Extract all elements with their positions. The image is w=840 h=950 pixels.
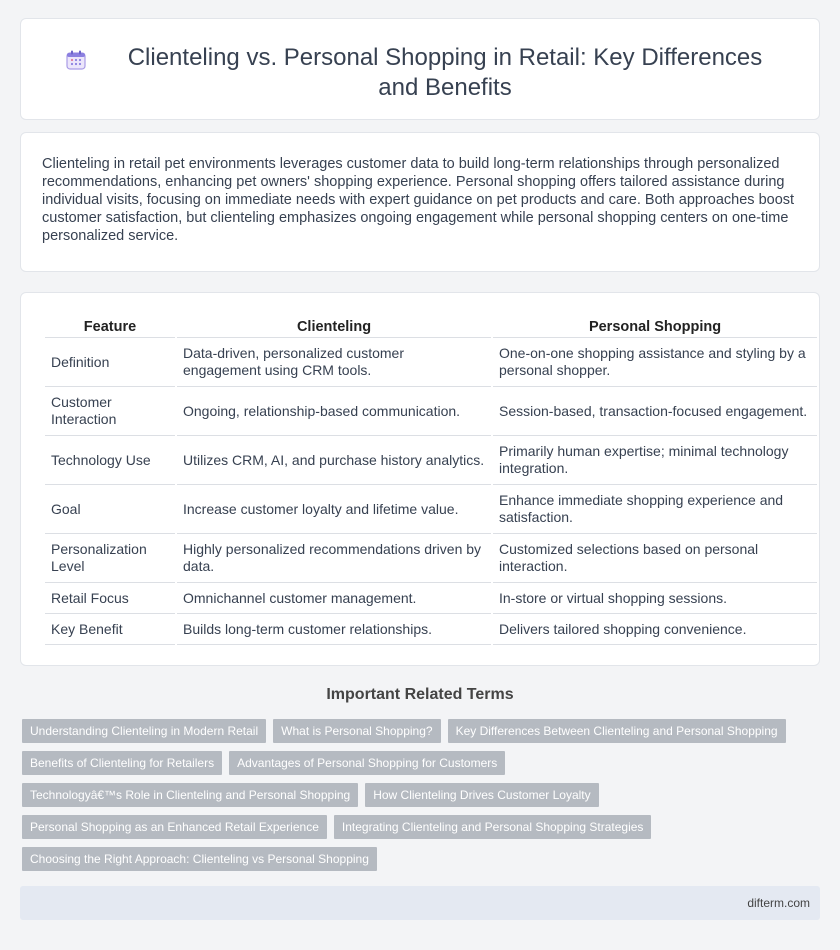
table-header-row <box>45 316 817 338</box>
personal-shopping-cell: Session-based, transaction-focused engagement. <box>493 387 817 436</box>
related-terms-title: Important Related Terms <box>326 686 514 703</box>
feature-cell: Definition <box>45 338 175 387</box>
personal-shopping-cell: Enhance immediate shopping experience and satisfaction. <box>493 485 817 534</box>
related-term-tag[interactable]: Integrating Clienteling and Personal Shopping Strategies <box>334 815 652 839</box>
tag-row <box>22 719 812 743</box>
related-term-tag[interactable]: Choosing the Right Approach: Clienteling vs Personal Shopping <box>22 847 377 871</box>
personal-shopping-cell: In-store or virtual shopping sessions. <box>493 583 817 614</box>
header-feature: Feature <box>45 316 175 338</box>
personal-shopping-cell: Primarily human expertise; minimal technology integration. <box>493 436 817 485</box>
personal-shopping-cell: Customized selections based on personal interaction. <box>493 534 817 583</box>
intro-card <box>20 132 820 272</box>
table-row <box>45 436 817 485</box>
clienteling-cell: Increase customer loyalty and lifetime value. <box>177 485 491 534</box>
clienteling-cell: Ongoing, relationship-based communication. <box>177 387 491 436</box>
header-personal-shopping: Personal Shopping <box>493 316 817 338</box>
feature-cell: Goal <box>45 485 175 534</box>
related-term-tag[interactable]: How Clienteling Drives Customer Loyalty <box>365 783 598 807</box>
tag-row <box>22 815 812 839</box>
intro-paragraph: Clienteling in retail pet environments leverages customer data to build long-term relationships through personalized recommendations, enhancing pet owners' shopping experience. Personal shopping offers tailored assistance during individual visits, focusing on immediate needs with expert guidance on pet products and care. Both approaches boost customer satisfaction, but clienteling emphasizes ongoing engagement while personal shopping centers on one-time personalized service. <box>42 156 795 244</box>
related-term-tag[interactable]: Key Differences Between Clienteling and Personal Shopping <box>448 719 786 743</box>
clienteling-cell: Omnichannel customer management. <box>177 583 491 614</box>
related-term-tag[interactable]: Personal Shopping as an Enhanced Retail Experience <box>22 815 327 839</box>
personal-shopping-cell: Delivers tailored shopping convenience. <box>493 614 817 645</box>
feature-cell: Customer Interaction <box>45 387 175 436</box>
table-row <box>45 485 817 534</box>
table-row <box>45 614 817 645</box>
personal-shopping-cell: One-on-one shopping assistance and styling by a personal shopper. <box>493 338 817 387</box>
table-row <box>45 583 817 614</box>
comparison-table <box>43 316 819 645</box>
table-row <box>45 387 817 436</box>
page-title: Clienteling vs. Personal Shopping in Retail: Key Differences and Benefits <box>127 44 763 101</box>
tag-row <box>22 847 812 871</box>
related-term-tag[interactable]: Advantages of Personal Shopping for Customers <box>229 751 505 775</box>
table-row <box>45 338 817 387</box>
related-term-tag[interactable]: Benefits of Clienteling for Retailers <box>22 751 222 775</box>
header-clienteling: Clienteling <box>177 316 491 338</box>
footer-site-link[interactable]: difterm.com <box>747 896 810 910</box>
related-term-tag[interactable]: What is Personal Shopping? <box>273 719 440 743</box>
clienteling-cell: Utilizes CRM, AI, and purchase history analytics. <box>177 436 491 485</box>
clienteling-cell: Highly personalized recommendations driven by data. <box>177 534 491 583</box>
tag-row <box>22 783 812 807</box>
related-term-tag[interactable]: Understanding Clienteling in Modern Retail <box>22 719 266 743</box>
clienteling-cell: Builds long-term customer relationships. <box>177 614 491 645</box>
clienteling-cell: Data-driven, personalized customer engagement using CRM tools. <box>177 338 491 387</box>
table-row <box>45 534 817 583</box>
comparison-table-card <box>20 292 820 666</box>
tag-row <box>22 751 812 775</box>
feature-cell: Personalization Level <box>45 534 175 583</box>
feature-cell: Key Benefit <box>45 614 175 645</box>
feature-cell: Retail Focus <box>45 583 175 614</box>
footer <box>20 886 820 920</box>
related-term-tag[interactable]: Technologyâ€™s Role in Clienteling and Personal Shopping <box>22 783 358 807</box>
related-terms-list <box>22 719 812 879</box>
feature-cell: Technology Use <box>45 436 175 485</box>
title-card <box>20 18 820 120</box>
